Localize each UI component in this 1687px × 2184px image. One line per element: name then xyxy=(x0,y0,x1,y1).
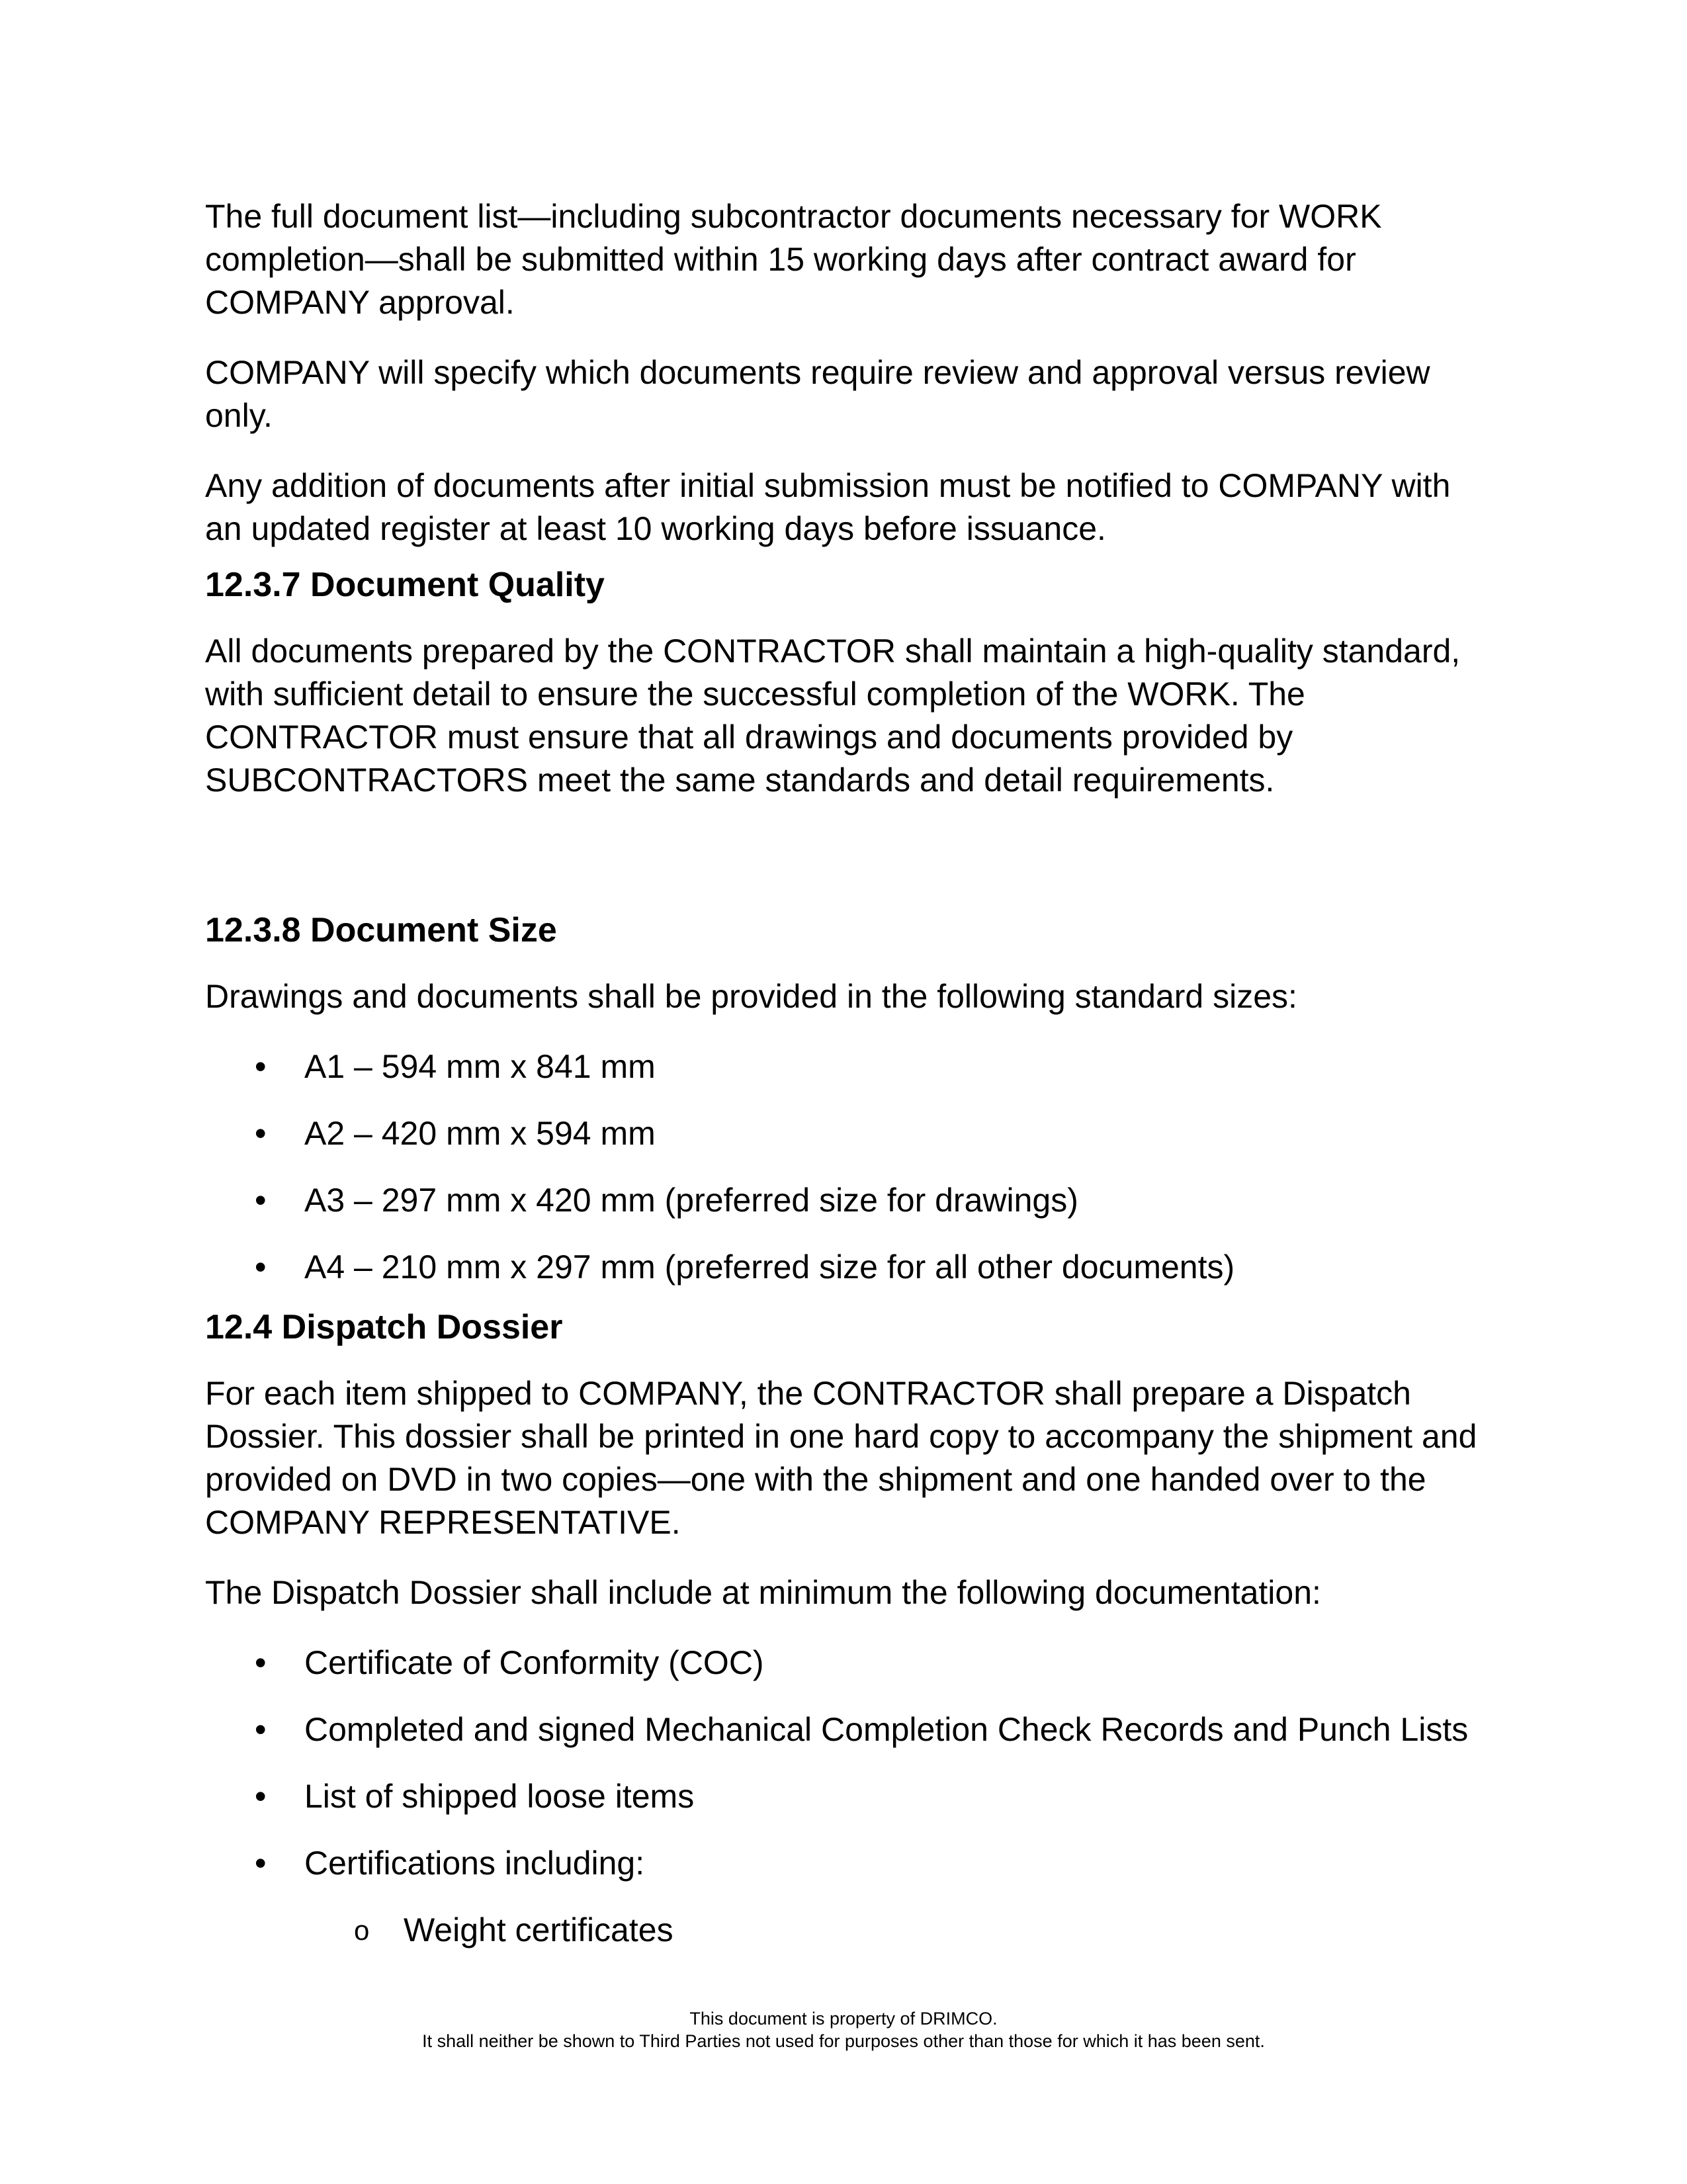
list-item xyxy=(205,1246,1492,1289)
list-item-text: A3 – 297 mm x 420 mm (preferred size for drawings) xyxy=(304,1182,1078,1219)
document-quality-paragraph: All documents prepared by the CONTRACTOR shall maintain a high-quality standard, with sufficient detail to ensure the successful completion of the WORK. The CONTRACTOR must ensure that all drawings and documents provided by SUBCONTRACTORS meet the same standards and detail requirements. xyxy=(205,633,1461,799)
bullet-icon: • xyxy=(255,1048,267,1085)
sub-list-item-text: Weight certificates xyxy=(404,1911,673,1948)
certifications-sublist xyxy=(205,1909,1492,1952)
bullet-icon: • xyxy=(255,1248,267,1286)
list-item xyxy=(205,1708,1492,1751)
bullet-icon: • xyxy=(255,1845,267,1882)
bullet-icon: • xyxy=(255,1711,267,1748)
document-size-lead: Drawings and documents shall be provided in the following standard sizes: xyxy=(205,978,1297,1015)
list-item xyxy=(205,1112,1492,1155)
dispatch-paragraph-2: The Dispatch Dossier shall include at minimum the following documentation: xyxy=(205,1574,1321,1611)
document-size-list xyxy=(205,1045,1492,1289)
section-heading-document-size: 12.3.8 Document Size xyxy=(205,911,557,949)
intro-paragraph-3: Any addition of documents after initial submission must be notified to COMPANY with an updated register at least 10 working days before issuance. xyxy=(205,467,1451,547)
list-item-text: List of shipped loose items xyxy=(304,1778,695,1815)
footer-line-2: It shall neither be shown to Third Parties not used for purposes other than those for which it has been sent. xyxy=(422,2031,1265,2051)
list-item xyxy=(205,1179,1492,1222)
document-body xyxy=(205,195,1492,1952)
list-item-text: A4 – 210 mm x 297 mm (preferred size for all other documents) xyxy=(304,1248,1235,1286)
dispatch-paragraph-1: For each item shipped to COMPANY, the CONTRACTOR shall prepare a Dispatch Dossier. This dossier shall be printed in one hard copy to accompany the shipment and provided on DVD in two copies—one with the shipment and one handed over to the COMPANY REPRESENTATIVE. xyxy=(205,1375,1477,1541)
page-footer xyxy=(0,2007,1687,2052)
list-item xyxy=(205,1842,1492,1885)
circle-bullet-icon: o xyxy=(354,1915,370,1946)
dispatch-dossier-list xyxy=(205,1641,1492,1885)
bullet-icon: • xyxy=(255,1644,267,1681)
bullet-icon: • xyxy=(255,1182,267,1219)
bullet-icon: • xyxy=(255,1778,267,1815)
intro-paragraph-1: The full document list—including subcontractor documents necessary for WORK completion—shall be submitted within 15 working days after contract award for COMPANY approval. xyxy=(205,198,1382,321)
list-item xyxy=(205,1045,1492,1088)
list-item-text: Certifications including: xyxy=(304,1845,645,1882)
footer-line-1: This document is property of DRIMCO. xyxy=(689,2009,998,2029)
blank-line xyxy=(205,829,1492,872)
bullet-icon: • xyxy=(255,1115,267,1152)
list-item xyxy=(205,1775,1492,1818)
list-item-text: Certificate of Conformity (COC) xyxy=(304,1644,764,1681)
section-heading-document-quality: 12.3.7 Document Quality xyxy=(205,566,605,604)
list-item-text: A2 – 420 mm x 594 mm xyxy=(304,1115,656,1152)
list-item-text: A1 – 594 mm x 841 mm xyxy=(304,1048,656,1085)
intro-paragraph-2: COMPANY will specify which documents require review and approval versus review only. xyxy=(205,354,1430,434)
sub-list-item xyxy=(205,1909,1492,1952)
list-item-text: Completed and signed Mechanical Completion Check Records and Punch Lists xyxy=(304,1711,1469,1748)
list-item xyxy=(205,1641,1492,1684)
section-heading-dispatch-dossier: 12.4 Dispatch Dossier xyxy=(205,1308,563,1346)
